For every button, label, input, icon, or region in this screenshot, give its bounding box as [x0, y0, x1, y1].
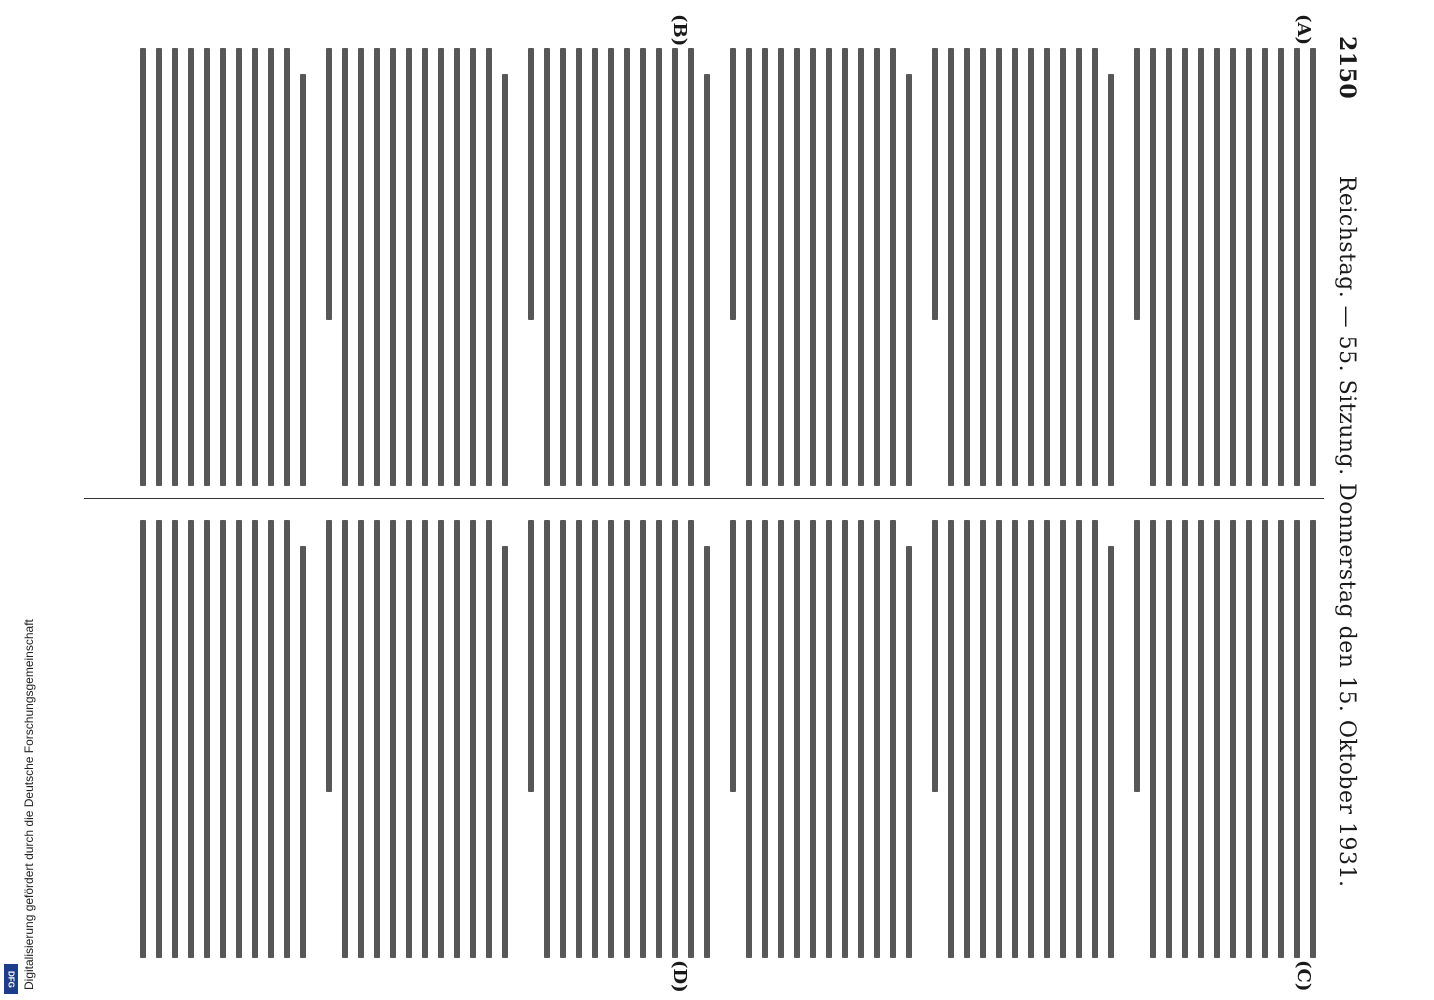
text-line-placeholder	[624, 48, 630, 486]
text-line-placeholder	[1092, 48, 1098, 486]
text-line-placeholder	[810, 520, 816, 958]
text-line-placeholder	[454, 520, 460, 958]
text-line-placeholder	[406, 520, 412, 958]
text-line-placeholder	[1310, 48, 1316, 486]
text-line-placeholder	[1246, 520, 1252, 958]
paragraph-gap	[710, 48, 720, 486]
text-line-placeholder	[1108, 546, 1114, 958]
text-line-placeholder	[342, 520, 348, 958]
text-line-placeholder	[284, 48, 290, 486]
text-line-placeholder	[268, 48, 274, 486]
text-line-placeholder	[608, 520, 614, 958]
text-line-placeholder	[326, 48, 332, 320]
text-line-placeholder	[1044, 520, 1050, 958]
text-line-placeholder	[826, 520, 832, 958]
text-line-placeholder	[762, 48, 768, 486]
text-line-placeholder	[156, 520, 162, 958]
text-line-placeholder	[996, 520, 1002, 958]
text-line-placeholder	[544, 520, 550, 958]
text-line-placeholder	[948, 520, 954, 958]
text-line-placeholder	[688, 48, 694, 486]
text-line-placeholder	[640, 520, 646, 958]
text-line-placeholder	[704, 546, 710, 958]
text-line-placeholder	[528, 48, 534, 320]
text-line-placeholder	[470, 48, 476, 486]
text-line-placeholder	[470, 520, 476, 958]
text-line-placeholder	[730, 48, 736, 320]
text-line-placeholder	[1214, 48, 1220, 486]
text-line-placeholder	[656, 48, 662, 486]
paragraph-gap	[912, 520, 922, 958]
text-line-placeholder	[842, 520, 848, 958]
text-line-placeholder	[1028, 48, 1034, 486]
paragraph-gap	[508, 520, 518, 958]
text-line-placeholder	[326, 520, 332, 792]
text-line-placeholder	[730, 520, 736, 792]
text-line-placeholder	[300, 74, 306, 486]
text-line-placeholder	[220, 520, 226, 958]
text-line-placeholder	[1166, 48, 1172, 486]
text-line-placeholder	[1230, 520, 1236, 958]
text-line-placeholder	[794, 48, 800, 486]
text-line-placeholder	[746, 48, 752, 486]
text-line-placeholder	[1134, 520, 1140, 792]
margin-marker-c: (C)	[1293, 960, 1314, 992]
paragraph-gap	[508, 48, 518, 486]
text-line-placeholder	[422, 520, 428, 958]
text-line-placeholder	[624, 520, 630, 958]
text-line-placeholder	[778, 520, 784, 958]
text-line-placeholder	[172, 520, 178, 958]
text-line-placeholder	[1278, 520, 1284, 958]
text-line-placeholder	[996, 48, 1002, 486]
text-line-placeholder	[704, 74, 710, 486]
text-line-placeholder	[592, 48, 598, 486]
paragraph-gap	[912, 48, 922, 486]
text-line-placeholder	[576, 48, 582, 486]
text-line-placeholder	[672, 48, 678, 486]
page-header	[1332, 36, 1362, 964]
text-line-placeholder	[204, 520, 210, 958]
text-line-placeholder	[964, 48, 970, 486]
text-line-placeholder	[592, 520, 598, 958]
text-line-placeholder	[1060, 48, 1066, 486]
text-line-placeholder	[890, 48, 896, 486]
text-line-placeholder	[640, 48, 646, 486]
text-line-placeholder	[284, 520, 290, 958]
text-line-placeholder	[140, 520, 146, 958]
text-line-placeholder	[1294, 48, 1300, 486]
scanned-page	[60, 0, 1380, 1000]
text-line-placeholder	[374, 520, 380, 958]
text-line-placeholder	[438, 520, 444, 958]
text-line-placeholder	[454, 48, 460, 486]
text-line-placeholder	[236, 520, 242, 958]
text-line-placeholder	[502, 74, 508, 486]
text-line-placeholder	[826, 48, 832, 486]
text-line-placeholder	[358, 520, 364, 958]
text-line-placeholder	[672, 520, 678, 958]
text-line-placeholder	[1310, 520, 1316, 958]
text-line-placeholder	[1262, 48, 1268, 486]
text-line-placeholder	[156, 48, 162, 486]
text-line-placeholder	[1028, 520, 1034, 958]
paragraph-gap	[1114, 520, 1124, 958]
text-line-placeholder	[560, 48, 566, 486]
text-line-placeholder	[140, 48, 146, 486]
text-line-placeholder	[906, 74, 912, 486]
text-line-placeholder	[842, 48, 848, 486]
text-line-placeholder	[406, 48, 412, 486]
text-line-placeholder	[252, 520, 258, 958]
paragraph-gap	[306, 48, 316, 486]
margin-marker-a: (A)	[1293, 14, 1314, 45]
rotated-page-content	[60, 0, 1380, 1000]
text-line-placeholder	[656, 520, 662, 958]
text-line-placeholder	[188, 48, 194, 486]
text-line-placeholder	[502, 546, 508, 958]
text-line-placeholder	[1108, 74, 1114, 486]
dfg-logo: DFG	[4, 964, 18, 994]
paragraph-gap	[1114, 48, 1124, 486]
text-line-placeholder	[608, 48, 614, 486]
text-line-placeholder	[438, 48, 444, 486]
text-line-placeholder	[1198, 48, 1204, 486]
text-line-placeholder	[1214, 520, 1220, 958]
text-line-placeholder	[1044, 48, 1050, 486]
text-line-placeholder	[948, 48, 954, 486]
text-line-placeholder	[964, 520, 970, 958]
page-title: Reichstag. — 55. Sitzung. Donnerstag den 15. Oktober 1931.	[1334, 175, 1360, 888]
text-line-placeholder	[390, 520, 396, 958]
text-line-placeholder	[204, 48, 210, 486]
right-text-column	[86, 520, 1316, 958]
text-line-placeholder	[528, 520, 534, 792]
text-line-placeholder	[188, 520, 194, 958]
text-line-placeholder	[544, 48, 550, 486]
text-line-placeholder	[1246, 48, 1252, 486]
text-line-placeholder	[1182, 48, 1188, 486]
text-line-placeholder	[576, 520, 582, 958]
text-line-placeholder	[932, 520, 938, 792]
text-line-placeholder	[390, 48, 396, 486]
text-line-placeholder	[1012, 48, 1018, 486]
text-line-placeholder	[1060, 520, 1066, 958]
text-line-placeholder	[1230, 48, 1236, 486]
page-number: 2150	[1334, 36, 1360, 100]
text-line-placeholder	[486, 520, 492, 958]
text-line-placeholder	[422, 48, 428, 486]
text-line-placeholder	[762, 520, 768, 958]
column-divider	[84, 498, 1324, 499]
text-line-placeholder	[1076, 520, 1082, 958]
text-line-placeholder	[252, 48, 258, 486]
text-line-placeholder	[874, 48, 880, 486]
text-line-placeholder	[1166, 520, 1172, 958]
text-line-placeholder	[342, 48, 348, 486]
text-line-placeholder	[1092, 520, 1098, 958]
text-line-placeholder	[374, 48, 380, 486]
text-line-placeholder	[1278, 48, 1284, 486]
text-line-placeholder	[810, 48, 816, 486]
text-line-placeholder	[1150, 48, 1156, 486]
text-line-placeholder	[858, 48, 864, 486]
text-line-placeholder	[358, 48, 364, 486]
text-line-placeholder	[1012, 520, 1018, 958]
text-line-placeholder	[794, 520, 800, 958]
text-line-placeholder	[220, 48, 226, 486]
paragraph-gap	[710, 520, 720, 958]
text-line-placeholder	[688, 520, 694, 958]
text-line-placeholder	[906, 546, 912, 958]
text-line-placeholder	[236, 48, 242, 486]
text-line-placeholder	[874, 520, 880, 958]
left-text-column	[86, 48, 1316, 486]
text-line-placeholder	[268, 520, 274, 958]
text-line-placeholder	[1262, 520, 1268, 958]
text-line-placeholder	[1294, 520, 1300, 958]
digitization-credit	[2, 300, 36, 990]
text-line-placeholder	[300, 546, 306, 958]
text-line-placeholder	[486, 48, 492, 486]
margin-marker-b: (B)	[669, 14, 690, 47]
text-line-placeholder	[1150, 520, 1156, 958]
text-line-placeholder	[980, 48, 986, 486]
text-line-placeholder	[932, 48, 938, 320]
text-line-placeholder	[560, 520, 566, 958]
text-line-placeholder	[1198, 520, 1204, 958]
text-line-placeholder	[1076, 48, 1082, 486]
credit-text: Digitalisierung gefördert durch die Deutsche Forschungsgemeinschaft	[22, 619, 36, 990]
text-line-placeholder	[746, 520, 752, 958]
text-line-placeholder	[980, 520, 986, 958]
text-line-placeholder	[172, 48, 178, 486]
text-line-placeholder	[890, 520, 896, 958]
text-line-placeholder	[858, 520, 864, 958]
text-line-placeholder	[1134, 48, 1140, 320]
paragraph-gap	[306, 520, 316, 958]
text-line-placeholder	[1182, 520, 1188, 958]
margin-marker-d: (D)	[669, 960, 690, 993]
text-line-placeholder	[778, 48, 784, 486]
